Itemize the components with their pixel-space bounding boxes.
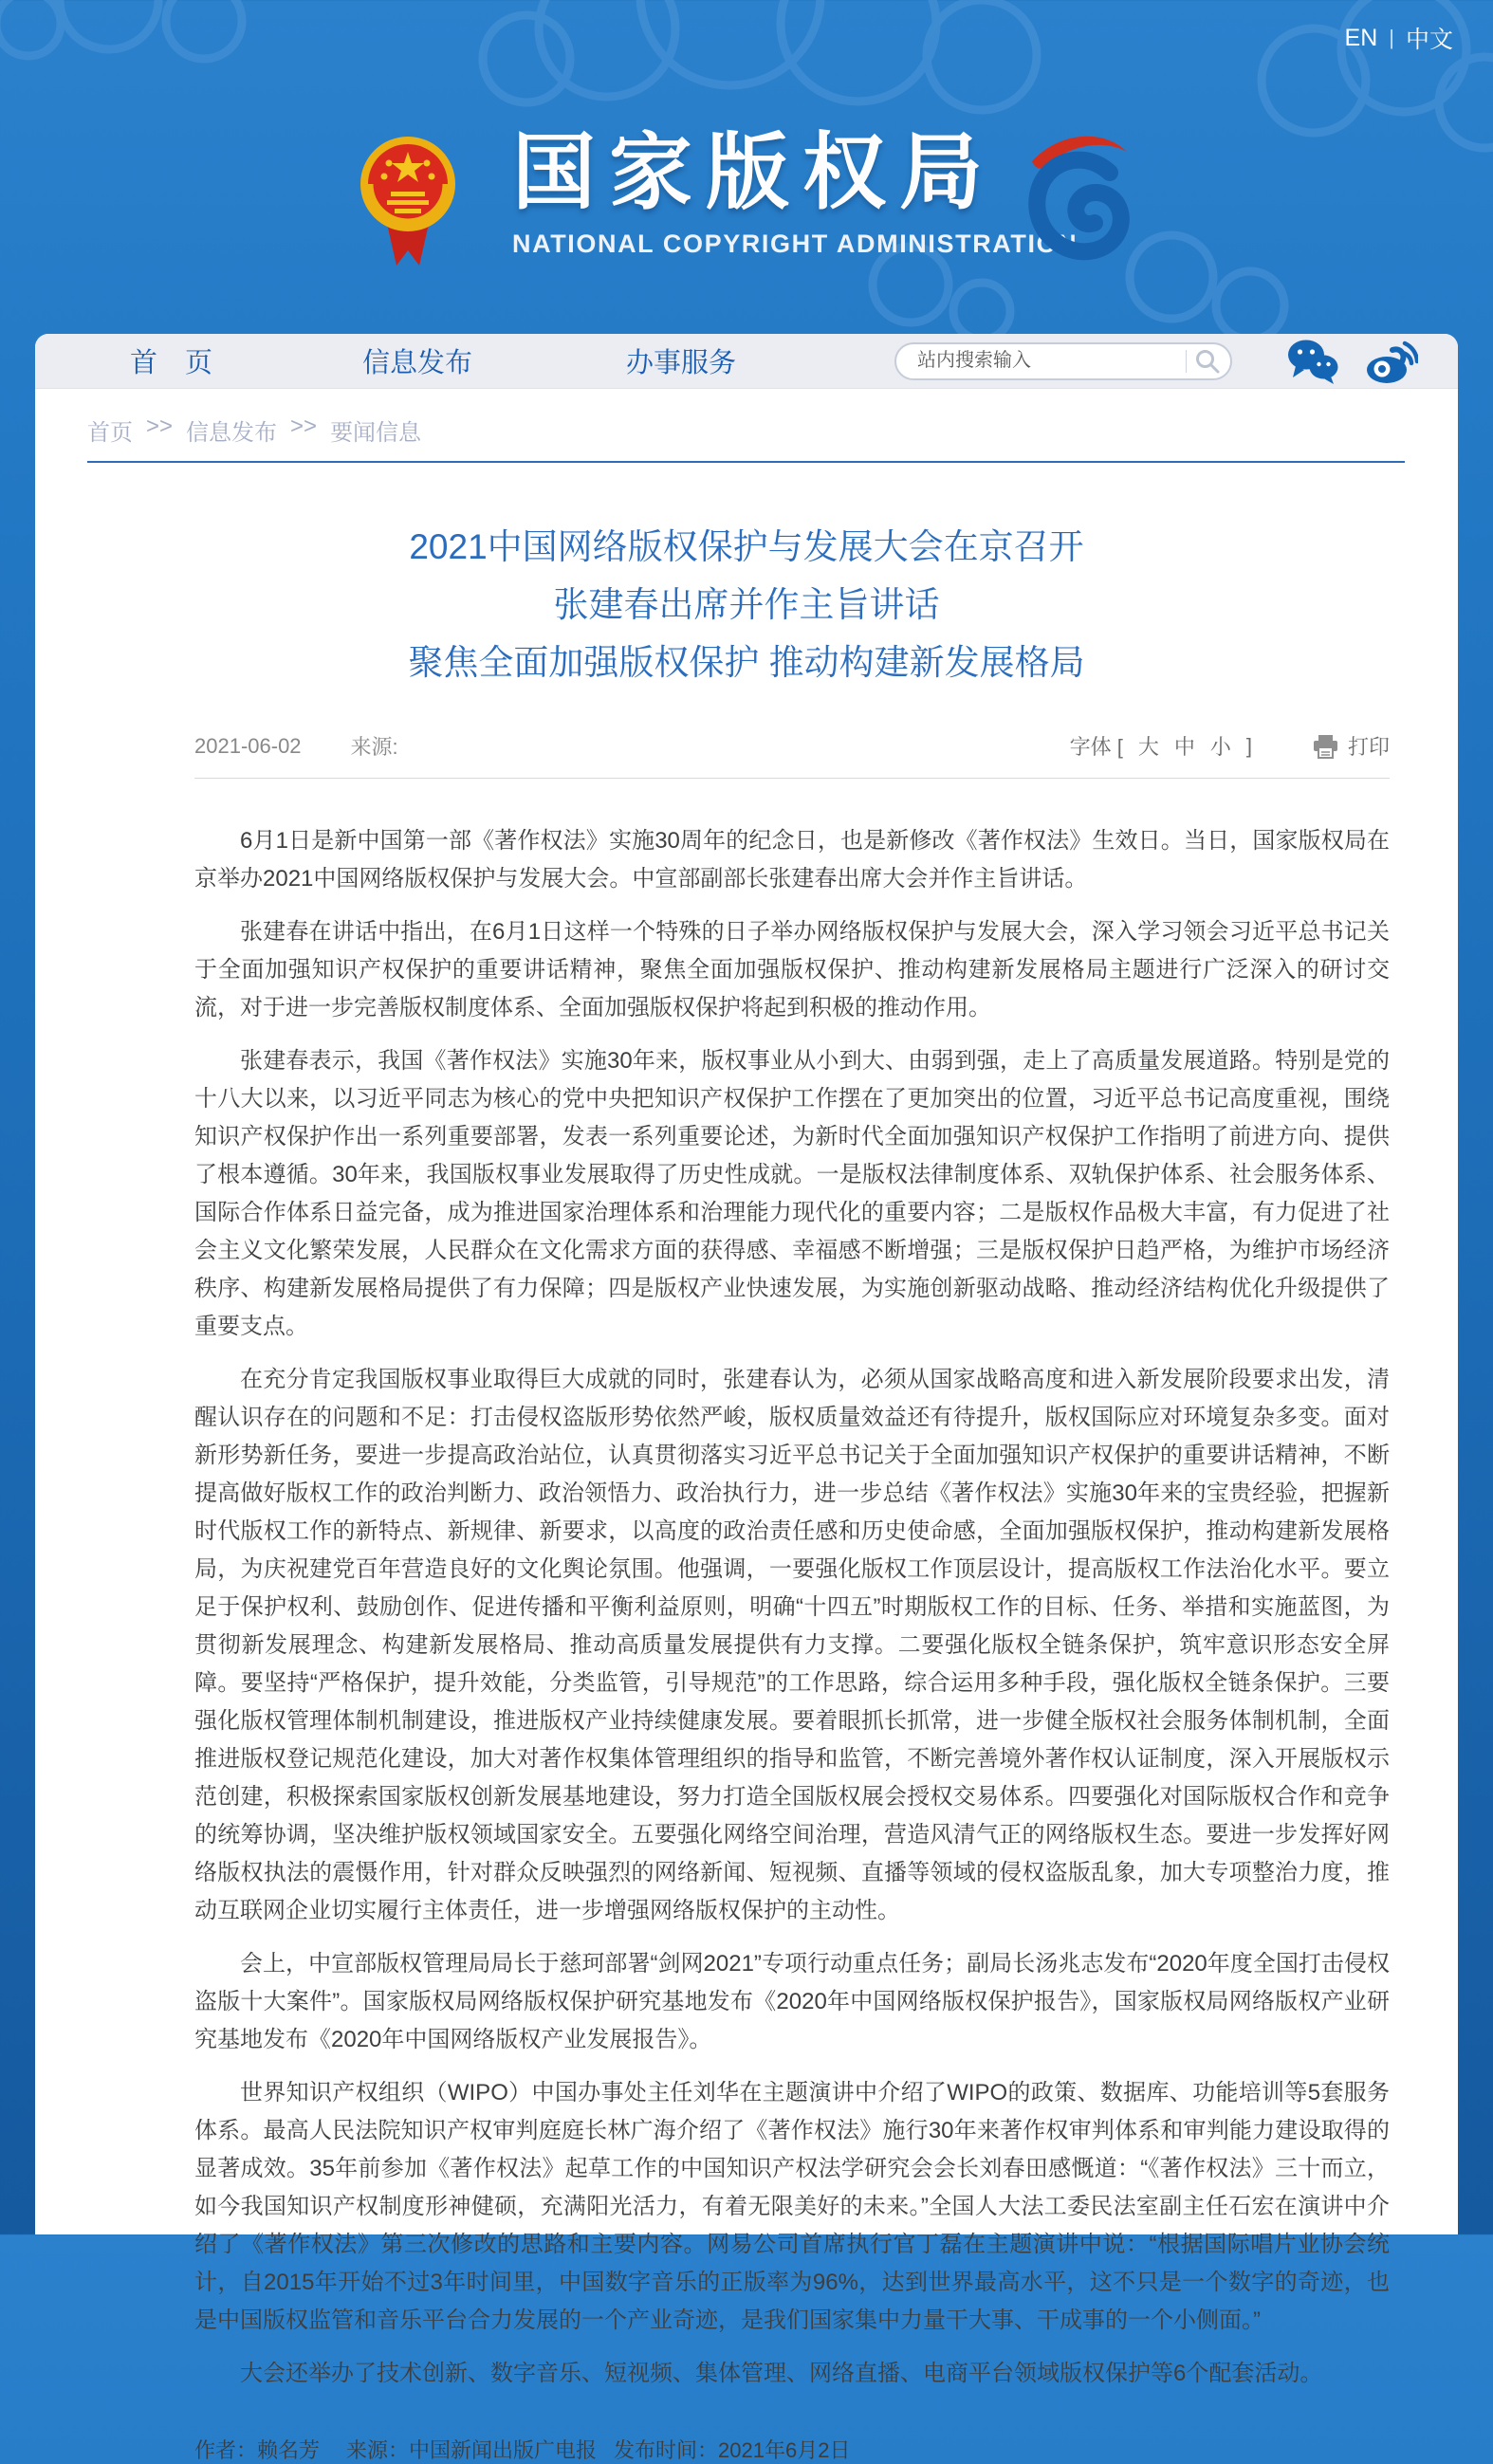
- printer-icon: [1313, 734, 1338, 759]
- national-emblem-logo: [359, 125, 457, 275]
- article-title-line-3: 聚焦全面加强版权保护 推动构建新发展格局: [408, 643, 1085, 682]
- font-size-small-button[interactable]: 小: [1209, 735, 1231, 759]
- nav-item-home[interactable]: 首 页: [130, 348, 213, 378]
- nav-item-information[interactable]: 信息发布: [362, 348, 473, 378]
- article-title-line-2: 张建春出席并作主旨讲话: [553, 585, 940, 624]
- breadcrumb-separator: >>: [146, 414, 174, 439]
- search-input[interactable]: [917, 350, 1186, 372]
- breadcrumb-current: 要闻信息: [330, 420, 422, 446]
- search-icon[interactable]: [1194, 348, 1221, 375]
- site-search: [894, 342, 1232, 380]
- font-size-label: 字体 [: [1069, 735, 1123, 759]
- article-footer: [194, 2435, 1390, 2464]
- weibo-icon[interactable]: [1363, 339, 1418, 384]
- social-links: [1287, 339, 1418, 384]
- font-size-medium-button[interactable]: 中: [1173, 735, 1195, 759]
- language-switcher: [1345, 21, 1453, 55]
- copyright-swirl-logo: [1017, 123, 1138, 286]
- meta-divider: [194, 778, 1390, 779]
- breadcrumb-information[interactable]: 信息发布: [186, 420, 278, 446]
- article-paragraph: 世界知识产权组织（WIPO）中国办事处主任刘华在主题演讲中介绍了WIPO的政策、数据库、功能培训等5套服务体系。最高人民法院知识产权审判庭庭长林广海介绍了《著作权法》施行30年来著作权审判体系和审判能力建设取得的显著成效。35年前参加《著作权法》起草工作的中国知识产权法学研究会会长刘春田感慨道：“《著作权法》三十而立，如今我国知识产权制度形神健硕，充满阳光活力，有着无限美好的未来。”全国人大法工委民法室副主任石宏在演讲中介绍了《著作权法》第三次修改的思路和主要内容。网易公司首席执行官丁磊在主题演讲中说：“根据国际唱片业协会统计，自2015年开始不过3年时间里，中国数字音乐的正版率为96%，达到世界最高水平，这不只是一个数字的奇迹，也是中国版权监管和音乐平台合力发展的一个产业奇迹，是我们国家集中力量干大事、干成事的一个小侧面。”: [194, 2080, 1390, 2333]
- print-button[interactable]: [1313, 731, 1390, 761]
- breadcrumb-separator: >>: [290, 414, 318, 439]
- article-paragraph: 张建春表示，我国《著作权法》实施30年来，版权事业从小到大、由弱到强，走上了高质量发展道路。特别是党的十八大以来，以习近平同志为核心的党中央把知识产权保护工作摆在了更加突出的位置，习近平总书记高度重视，围绕知识产权保护作出一系列重要部署，发表一系列重要论述，为新时代全面加强知识产权保护工作指明了前进方向、提供了根本遵循。30年来，我国版权事业发展取得了历史性成就。一是版权法律制度体系、双轨保护体系、社会服务体系、国际合作体系日益完备，成为推进国家治理体系和治理能力现代化的重要内容；二是版权作品极大丰富，有力促进了社会主义文化繁荣发展，人民群众在文化需求方面的获得感、幸福感不断增强；三是版权保护日趋严格，为维护市场经济秩序、构建新发展格局提供了有力保障；四是版权产业快速发展，为实施创新驱动战略、推动经济结构优化升级提供了重要支点。: [194, 1048, 1390, 1339]
- lang-zh-link[interactable]: 中文: [1405, 27, 1453, 53]
- font-size-large-button[interactable]: 大: [1137, 735, 1159, 759]
- lang-divider: |: [1389, 26, 1394, 49]
- print-label: 打印: [1347, 735, 1390, 759]
- search-divider: [1186, 350, 1187, 373]
- site-title: 国家版权局: [512, 125, 997, 219]
- article-title: [111, 518, 1382, 691]
- font-size-widget: [1070, 731, 1252, 761]
- main-navigation: [35, 334, 1458, 389]
- article-paragraph: 6月1日是新中国第一部《著作权法》实施30周年的纪念日，也是新修改《著作权法》生效日。当日，国家版权局在京举办2021中国网络版权保护与发展大会。中宣部副部长张建春出席大会并作主旨讲话。: [194, 828, 1390, 892]
- article-footer-source: 来源：中国新闻出版广电报: [346, 2438, 598, 2462]
- article-title-line-1: 2021中国网络版权保护与发展大会在京召开: [409, 527, 1084, 566]
- content-card: [35, 334, 1458, 2462]
- breadcrumb-home[interactable]: 首页: [87, 420, 133, 446]
- nav-item-services[interactable]: 办事服务: [626, 348, 737, 378]
- article-source-label: 来源:: [350, 735, 398, 759]
- article-paragraph: 会上，中宣部版权管理局局长于慈珂部署“剑网2021”专项行动重点任务；副局长汤兆志发布“2020年度全国打击侵权盗版十大案件”。国家版权局网络版权保护研究基地发布《2020年中国网络版权保护报告》，国家版权局网络版权产业研究基地发布《2020年中国网络版权产业发展报告》。: [194, 1951, 1390, 2052]
- article-author: 作者：赖名芳: [194, 2438, 321, 2462]
- breadcrumb: [87, 414, 1458, 447]
- article-paragraph: 大会还举办了技术创新、数字音乐、短视频、集体管理、网络直播、电商平台领域版权保护等6个配套活动。: [240, 2361, 1323, 2386]
- breadcrumb-rule: [87, 461, 1405, 463]
- lang-en-link[interactable]: EN: [1344, 24, 1378, 51]
- article-body: [194, 822, 1390, 2393]
- article-publish-time: 发布时间：2021年6月2日: [614, 2438, 851, 2462]
- article-date: 2021-06-02: [194, 733, 302, 758]
- article-paragraph: 张建春在讲话中指出，在6月1日这样一个特殊的日子举办网络版权保护与发展大会，深入学习领会习近平总书记关于全面加强知识产权保护的重要讲话精神，聚焦全面加强版权保护、推动构建新发展格局主题进行广泛深入的研讨交流，对于进一步完善版权制度体系、全面加强版权保护将起到积极的推动作用。: [194, 919, 1390, 1021]
- article-paragraph: 在充分肯定我国版权事业取得巨大成就的同时，张建春认为，必须从国家战略高度和进入新发展阶段要求出发，清醒认识存在的问题和不足：打击侵权盗版形势依然严峻，版权质量效益还有待提升，版权国际应对环境复杂多变。面对新形势新任务，要进一步提高政治站位，认真贯彻落实习近平总书记关于全面加强知识产权保护的重要讲话精神，不断提高做好版权工作的政治判断力、政治领悟力、政治执行力，进一步总结《著作权法》实施30年来的宝贵经验，把握新时代版权工作的新特点、新规律、新要求，以高度的政治责任感和历史使命感，全面加强版权保护，推动构建新发展格局，为庆祝建党百年营造良好的文化舆论氛围。他强调，一要强化版权工作顶层设计，提高版权工作法治化水平。要立足于保护权利、鼓励创作、促进传播和平衡利益原则，明确“十四五”时期版权工作的目标、任务、举措和实施蓝图，为贯彻新发展理念、构建新发展格局、推动高质量发展提供有力支撑。二要强化版权全链条保护，筑牢意识形态安全屏障。要坚持“严格保护，提升效能，分类监管，引导规范”的工作思路，综合运用多种手段，强化版权全链条保护。三要强化版权管理体制机制建设，推进版权产业持续健康发展。要着眼抓长抓常，进一步健全版权社会服务体制机制，全面推进版权登记规范化建设，加大对著作权集体管理组织的指导和监管，不断完善境外著作权认证制度，深入开展版权示范创建，积极探索国家版权创新发展基地建设，努力打造全国版权展会授权交易体系。四要强化对国际版权合作和竞争的统筹协调，坚决维护版权领域国家安全。五要强化网络空间治理，营造风清气正的网络版权生态。要进一步发挥好网络版权执法的震慑作用，针对群众反映强烈的网络新闻、短视频、直播等领域的侵权盗版乱象，加大专项整治力度，推动互联网企业切实履行主体责任，进一步增强网络版权保护的主动性。: [194, 1367, 1390, 1923]
- article-meta: [194, 731, 1390, 761]
- site-header: [359, 125, 1078, 275]
- wechat-icon[interactable]: [1287, 339, 1338, 384]
- font-size-bracket-close: ]: [1245, 733, 1252, 758]
- site-title-english: NATIONAL COPYRIGHT ADMINISTRATION: [512, 230, 1078, 258]
